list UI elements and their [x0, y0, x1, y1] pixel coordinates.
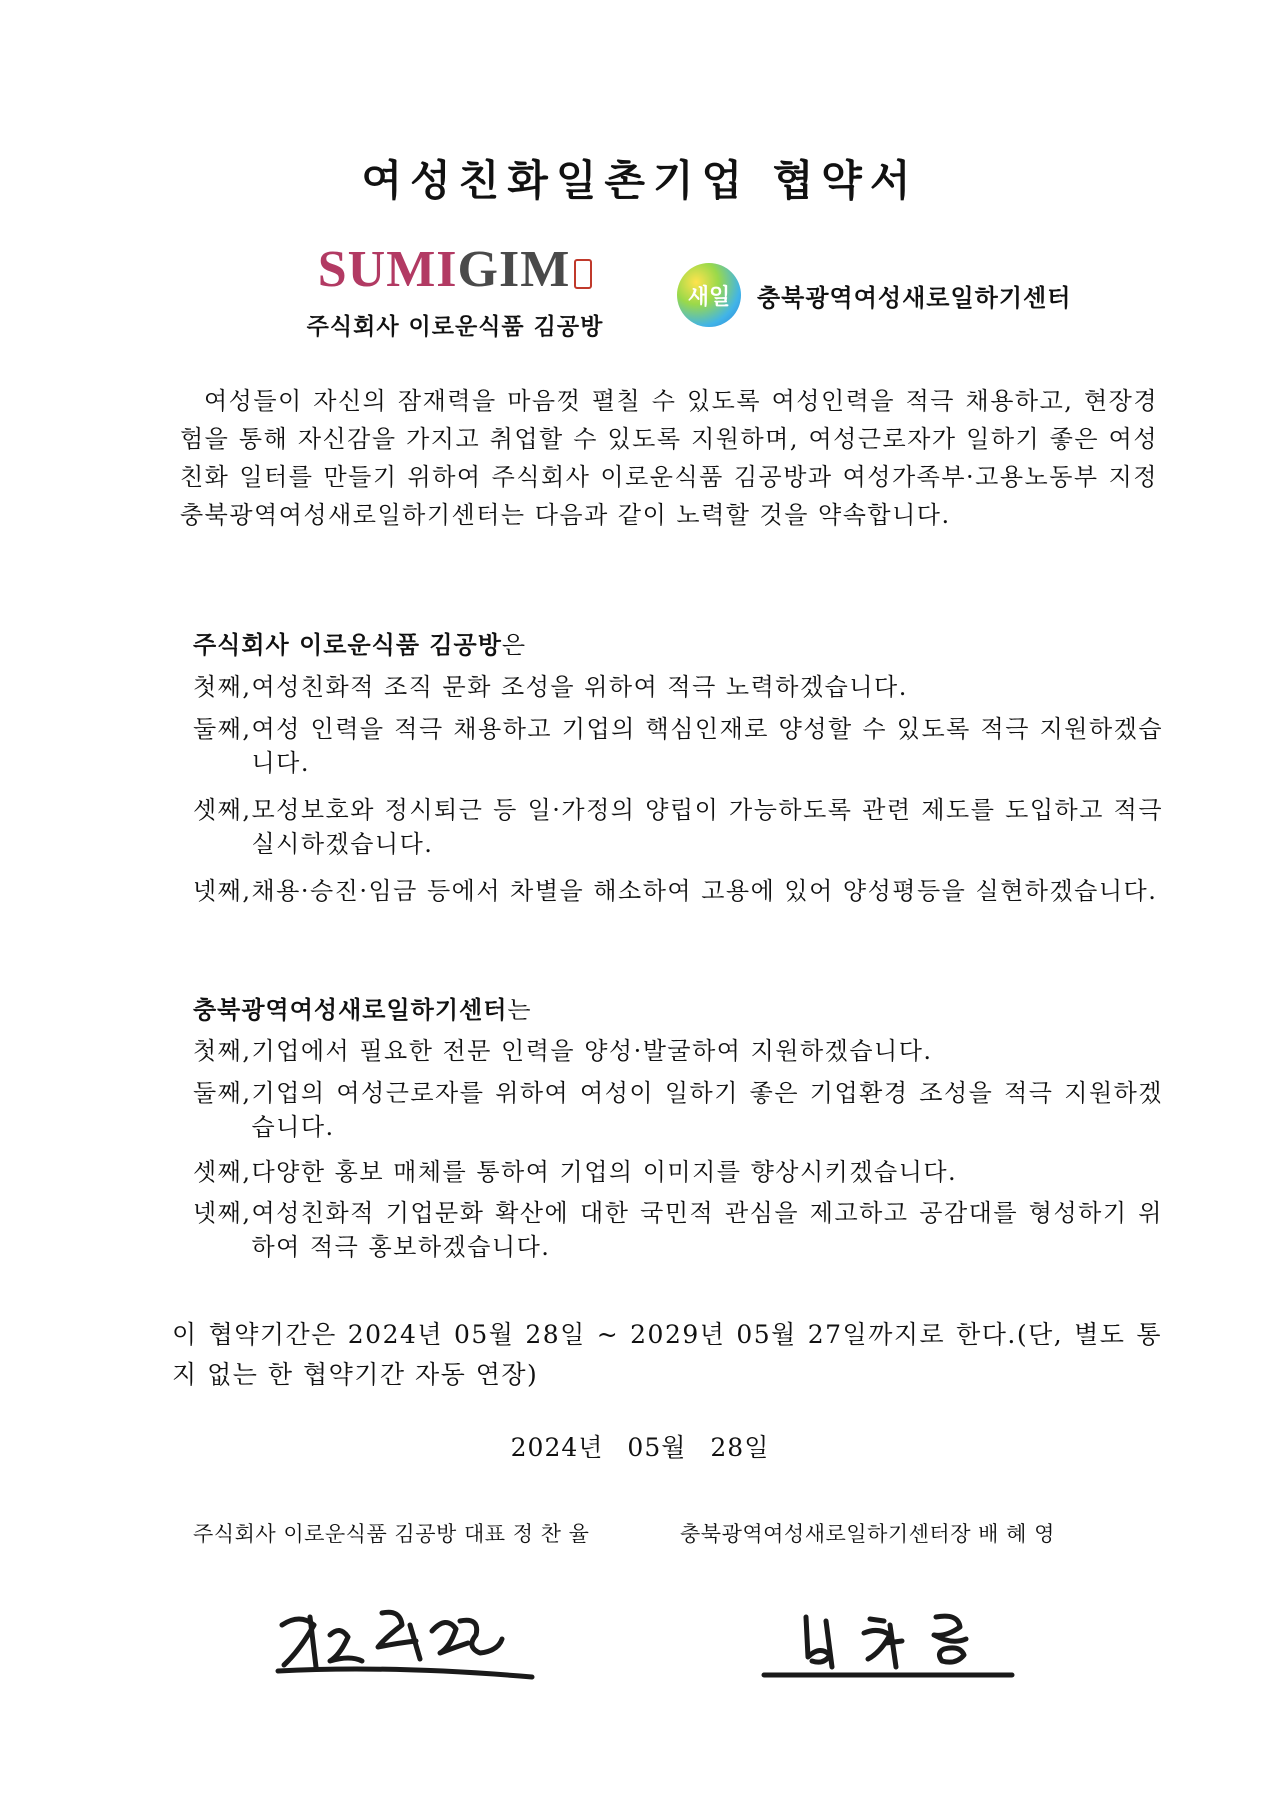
company-name: 주식회사 이로운식품 김공방: [306, 314, 604, 340]
center-item-4: 넷째, 여성친화적 기업문화 확산에 대한 국민적 관심을 제고하고 공감대를 형성하기 위하여 적극 홍보하겠습니다.: [193, 1199, 1163, 1261]
center-name: 충북광역여성새로일하기센터: [757, 283, 1072, 312]
agreement-period: 이 협약기간은 2024년 05월 28일 ~ 2029년 05월 27일까지로 한다.(단, 별도 통지 없는 한 협약기간 자동 연장): [172, 1320, 1162, 1389]
center-section-heading: 충북광역여성새로일하기센터는: [193, 996, 532, 1024]
sumigim-logo: SUMIGIM: [270, 242, 640, 298]
company-logo-block: [270, 242, 640, 341]
saeil-logo: 새일: [677, 263, 741, 327]
center-item-3: 셋째, 다양한 홍보 매체를 통하여 기업의 이미지를 향상시키겠습니다.: [193, 1158, 958, 1186]
seal-mark-icon: [574, 259, 592, 289]
document-title: 여성친화일촌기업 협약서: [361, 156, 919, 205]
agreement-date: 2024년 05월 28일: [510, 1433, 770, 1462]
company-representative: 주식회사 이로운식품 김공방 대표 정 찬 율: [193, 1522, 590, 1546]
company-section-heading: 주식회사 이로운식품 김공방은: [193, 631, 527, 659]
center-signature: [760, 1595, 1020, 1685]
company-signature: [270, 1595, 550, 1685]
center-item-2: 둘째, 기업의 여성근로자를 위하여 여성이 일하기 좋은 기업환경 조성을 적극 지원하겠습니다.: [193, 1079, 1163, 1141]
company-item-2: 둘째, 여성 인력을 적극 채용하고 기업의 핵심인재로 양성할 수 있도록 적극 지원하겠습니다.: [193, 715, 1163, 777]
center-item-1: 첫째, 기업에서 필요한 전문 인력을 양성·발굴하여 지원하겠습니다.: [193, 1037, 933, 1065]
intro-paragraph: 여성들이 자신의 잠재력을 마음껏 펼칠 수 있도록 여성인력을 적극 채용하고, 현장경험을 통해 자신감을 가지고 취업할 수 있도록 지원하며, 여성근로자가 일하기 좋은 여성친화 일터를 만들기 위하여 주식회사 이로운식품 김공방과 여성가족부·고용노동부 지정 충북광역여성새로일하기센터는 다음과 같이 노력할 것을 약속합니다.: [180, 387, 1159, 529]
company-item-4: 넷째, 채용·승진·임금 등에서 차별을 해소하여 고용에 있어 양성평등을 실현하겠습니다.: [193, 877, 1158, 905]
company-item-1: 첫째, 여성친화적 조직 문화 조성을 위하여 적극 노력하겠습니다.: [193, 673, 908, 701]
center-logo-block: [677, 262, 1071, 328]
center-director: 충북광역여성새로일하기센터장 배 혜 영: [680, 1522, 1055, 1546]
company-item-3: 셋째, 모성보호와 정시퇴근 등 일·가정의 양립이 가능하도록 관련 제도를 도입하고 적극 실시하겠습니다.: [193, 796, 1163, 858]
